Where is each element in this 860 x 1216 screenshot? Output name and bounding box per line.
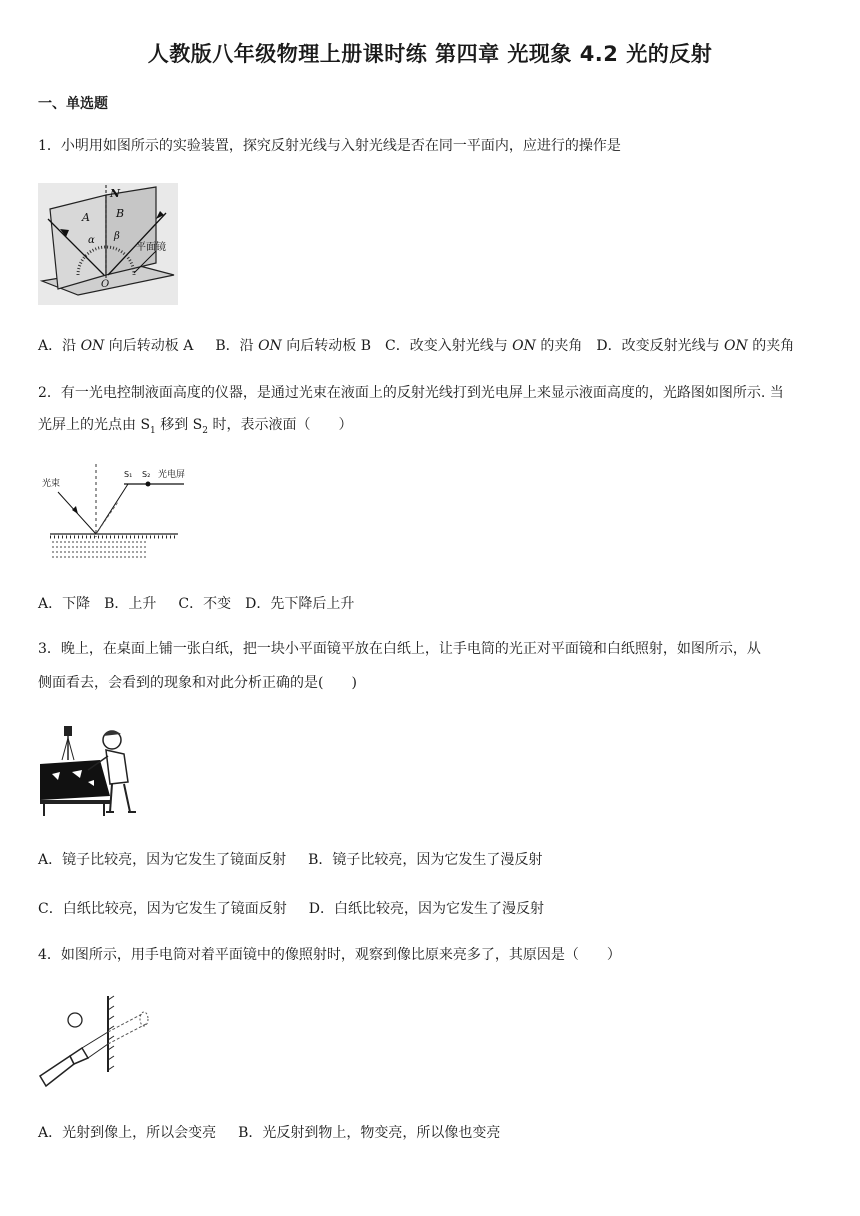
question-3-options-row-1 <box>38 849 542 869</box>
option-c[interactable]: C．不变 <box>178 596 232 612</box>
question-4-options <box>38 1122 500 1142</box>
label-alpha: α <box>88 235 95 246</box>
q3-figure <box>38 720 146 818</box>
option-d[interactable]: D．改变反射光线与 ON 的夹角 <box>596 338 795 354</box>
option-a[interactable]: A．光射到像上，所以会变亮 <box>38 1125 217 1141</box>
question-3-line-2: 侧面看去，会看到的现象和对此分析正确的是( ) <box>38 675 357 691</box>
label-s1: S₁ <box>124 470 133 479</box>
q2-figure <box>38 462 198 562</box>
question-2-line-1: 2．有一光电控制液面高度的仪器，是通过光束在液面上的反射光线打到光电屏上来显示液面高度的，光路图如图所示. 当 <box>38 385 784 401</box>
option-b[interactable]: B．上升 <box>104 596 157 612</box>
label-a: A <box>82 211 90 224</box>
label-mirror: 平面镜 <box>136 242 166 253</box>
option-d[interactable]: D．先下降后上升 <box>245 596 355 612</box>
page-title: 人教版八年级物理上册课时练 第四章 光现象 4.2 光的反射 <box>147 42 713 66</box>
label-b: B <box>116 207 125 220</box>
option-c[interactable]: C．白纸比较亮，因为它发生了镜面反射 <box>38 901 287 917</box>
option-a[interactable]: A．镜子比较亮，因为它发生了镜面反射 <box>38 852 287 868</box>
option-b[interactable]: B．沿 ON 向后转动板 B <box>215 338 371 354</box>
question-1-stem: 1．小明用如图所示的实验装置，探究反射光线与入射光线是否在同一平面内，应进行的操作是 <box>38 138 621 154</box>
option-a[interactable]: A．下降 <box>38 596 91 612</box>
question-1-options <box>38 335 794 355</box>
label-screen: 光电屏 <box>158 470 186 480</box>
option-c[interactable]: C．改变入射光线与 ON 的夹角 <box>385 338 583 354</box>
q4-figure <box>38 992 154 1092</box>
option-b[interactable]: B．光反射到物上，物变亮，所以像也变亮 <box>238 1125 501 1141</box>
label-beta: β <box>114 231 120 242</box>
question-4-stem: 4．如图所示，用手电筒对着平面镜中的像照射时，观察到像比原来亮多了，其原因是（ ） <box>38 947 621 963</box>
label-n: N <box>110 187 121 200</box>
question-3-line-1: 3．晚上，在桌面上铺一张白纸，把一块小平面镜平放在白纸上，让手电筒的光正对平面镜和白纸照射，如图所示，从 <box>38 641 761 657</box>
question-3-options-row-2 <box>38 898 544 918</box>
option-b[interactable]: B．镜子比较亮，因为它发生了漫反射 <box>308 852 543 868</box>
label-s2: S₂ <box>142 470 151 479</box>
option-a[interactable]: A．沿 ON 向后转动板 A <box>38 338 194 354</box>
section-heading: 一、单选题 <box>38 96 108 112</box>
q1-figure <box>38 183 178 305</box>
option-d[interactable]: D．白纸比较亮，因为它发生了漫反射 <box>308 901 544 917</box>
label-beam: 光束 <box>42 479 61 489</box>
question-2-line-2: 光屏上的光点由 $S_1$ 移到 $S_2$ 时，表示液面（ ） <box>38 417 353 436</box>
question-2-options <box>38 593 354 613</box>
label-o: O <box>101 279 110 290</box>
